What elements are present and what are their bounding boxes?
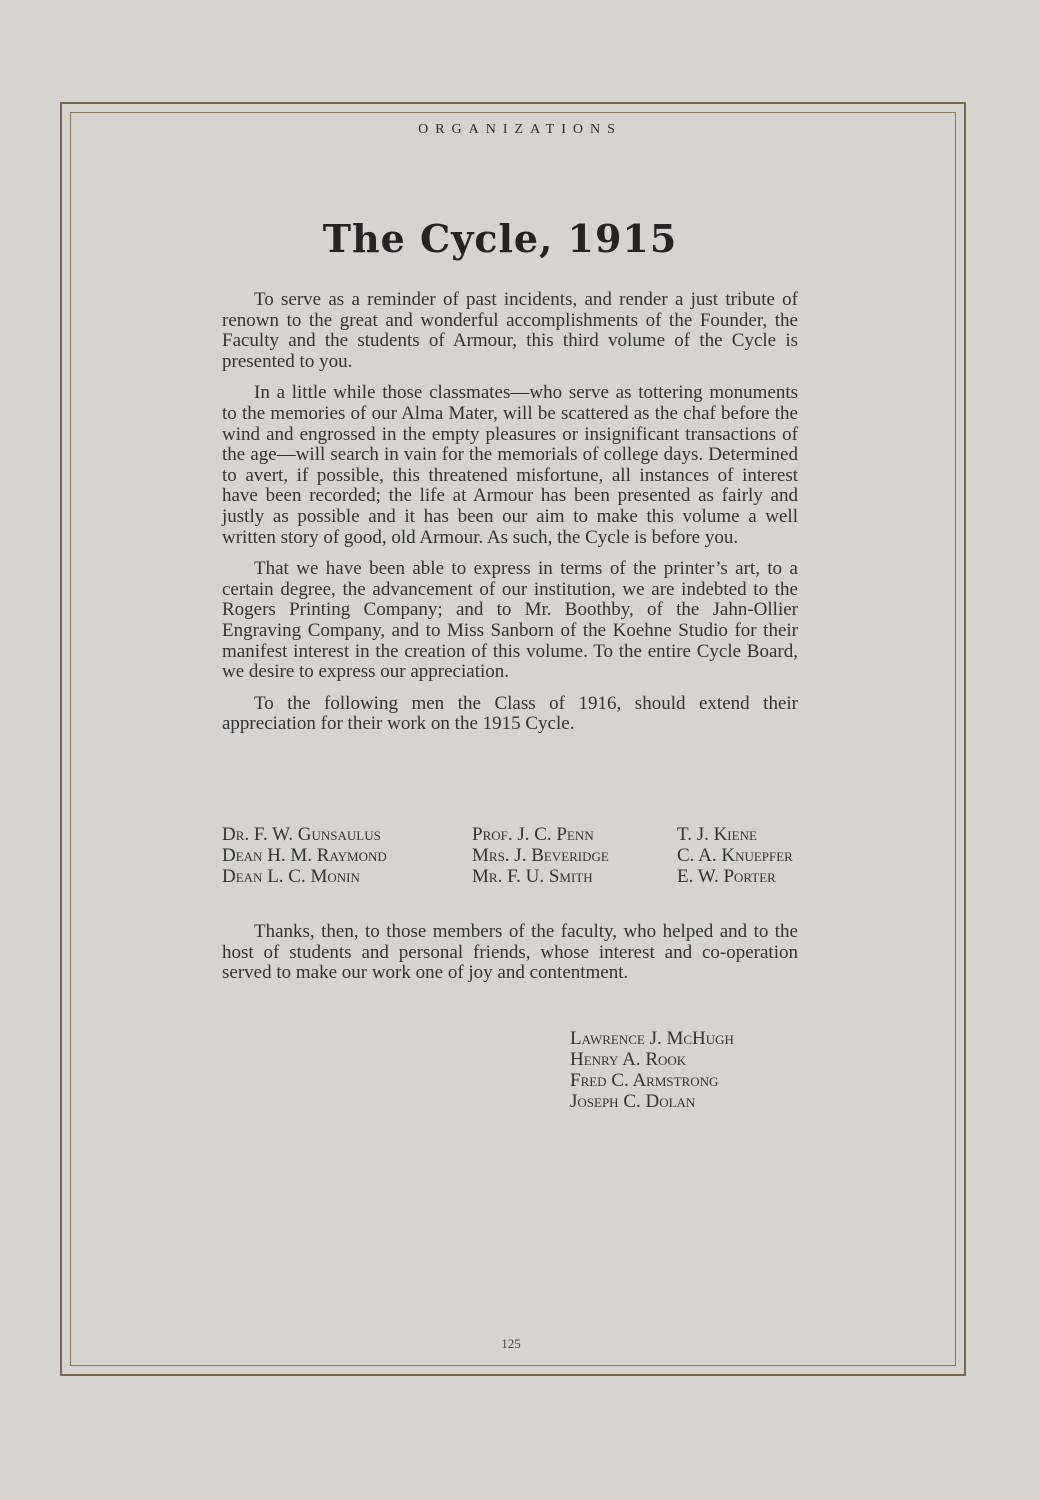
name-item: T. J. Kiene [677,824,757,845]
body-text [222,290,798,746]
page-title: The Cycle, 1915 [322,216,678,261]
signer-name: Fred C. Armstrong [570,1070,719,1091]
paragraph-3: That we have been able to express in terms of the printer’s art, to a certain degree, the advancement of our institution, we are indebted to the Rogers Printing Company; and to Mr. Boothby, of the Jahn-Ollier Engraving Company, and to Miss Sanborn of the Koehne Studio for their manifest interest in the creation of this volume. To the entire Cycle Board, we desire to express our appreciation. [222,558,798,683]
paragraph-4: To the following men the Class of 1916, should extend their appreciation for their work on the 1915 Cycle. [222,692,798,735]
signer-name: Henry A. Rook [570,1049,687,1070]
name-item: Dean L. C. Monin [222,866,360,887]
names-column-3 [677,824,793,887]
signer-name: Joseph C. Dolan [570,1091,696,1112]
name-item: Mrs. J. Beveridge [472,845,609,866]
thanks-text [222,922,798,984]
paragraph-2: In a little while those classmates—who serve as tottering monuments to the memories of our Alma Mater, will be scattered as the chaf before the wind and engrossed in the empty pleasures or insignificant transactions of the age—will search in vain for the memorials of college days. Determined to avert, if possible, this threatened misfortune, all instances of interest have been recorded; the life at Armour has been presented as fairly and justly as possible and it has been our aim to make this volume a well written story of good, old Armour. As such, the Cycle is before you. [222,382,798,548]
name-item: Prof. J. C. Penn [472,824,594,845]
names-column-2 [472,824,609,887]
thanks-paragraph: Thanks, then, to those members of the faculty, who helped and to the host of students and personal friends, whose interest and co-operation served to make our work one of joy and contentment. [222,921,798,984]
section-header: ORGANIZATIONS [418,122,622,137]
name-item: E. W. Porter [677,866,776,887]
name-item: Mr. F. U. Smith [472,866,593,887]
page-number: 125 [501,1336,521,1351]
signer-name: Lawrence J. McHugh [570,1028,734,1049]
signatories [570,1028,734,1112]
name-item: Dean H. M. Raymond [222,845,387,866]
name-item: Dr. F. W. Gunsaulus [222,824,381,845]
name-item: C. A. Knuepfer [677,845,793,866]
paragraph-1: To serve as a reminder of past incidents, and render a just tribute of renown to the great and wonderful accomplishments of the Founder, the Faculty and the students of Armour, this third volume of the Cycle is presented to you. [222,289,798,372]
names-column-1 [222,824,387,887]
